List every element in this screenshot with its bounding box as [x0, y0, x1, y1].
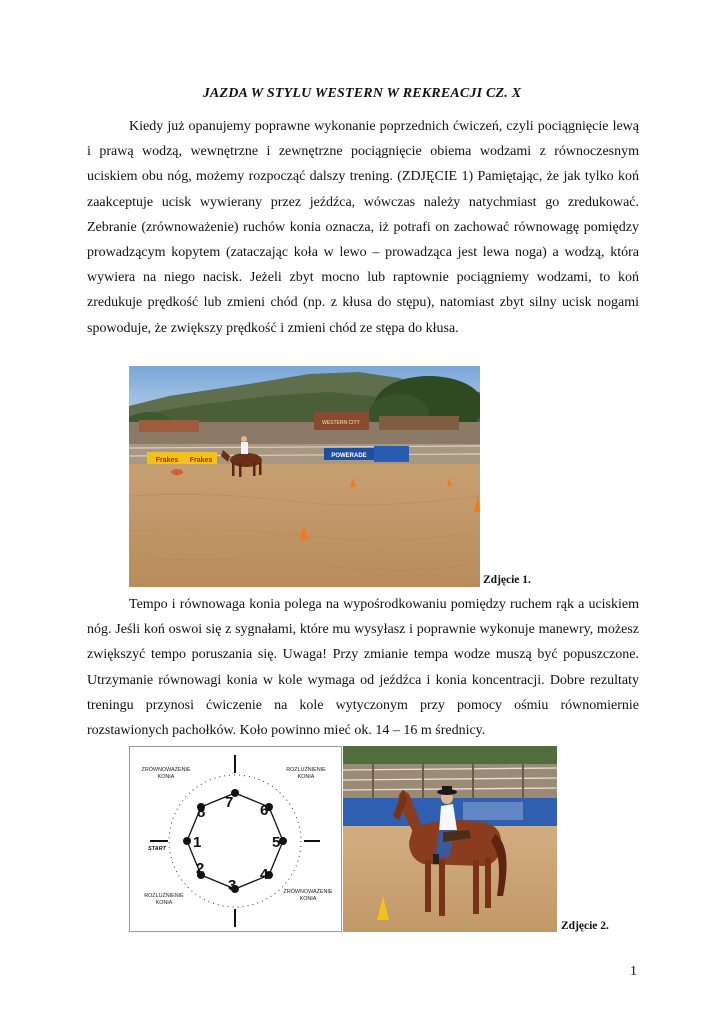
caption-photo-2: Zdjęcie 2. [561, 920, 609, 932]
label-bottom-right-1: ZRÓWNOWAŻENIE [283, 889, 333, 895]
banner-left-text: Frakes [155, 457, 179, 464]
point-label-5: 5 [272, 834, 281, 851]
point-label-6: 6 [260, 802, 269, 819]
document-title: JAZDA W STYLU WESTERN W REKREACJI CZ. X [202, 86, 522, 101]
paragraph-1 [87, 114, 639, 341]
point-label-8: 8 [197, 804, 206, 821]
powerade-sign: POWERADE [331, 453, 367, 459]
label-top-right-1: ROZLUŹNIENIE [286, 767, 326, 773]
photo-rider [343, 746, 557, 932]
label-bottom-left-1: ROZLUŹNIENIE [144, 893, 184, 899]
label-top-left-2: KONIA [157, 774, 175, 780]
point-label-3: 3 [228, 877, 237, 894]
caption-photo-1: Zdjęcie 1. [483, 574, 531, 586]
paragraph-2-text: Tempo i równowaga konia polega na wypośrodkowaniu pomiędzy ruchem rąk a uciskiem nóg. Jeśli koń oswoi się z sygnałami, które mu wysyłasz i poprawnie wykonuje manewry, możesz zwiększyć tempo poruszania się. Uwaga! Przy zmianie tempa wodze muszą być popuszczone. Utrzymanie równowagi konia w kole wymaga od jeźdźca i konia koncentracji. Dobre rezultaty treningu przynosi ćwiczenie na kole wytyczonym przy pomocy ośmiu równomiernie rozstawionych pachołków. Koło powinno mieć ok. 14 – 16 m średnicy. [87, 597, 639, 739]
label-top-left-1: ZRÓWNOWAŻENIE [141, 767, 191, 773]
paragraph-1-text: Kiedy już opanujemy poprawne wykonanie poprzednich ćwiczeń, czyli pociągnięcie lewą i prawą wodzą, wewnętrzne i zewnętrzne pociągnięcie obiema wodzami z równoczesnym uciskiem obu nóg, możemy rozpocząć dalszy trening. (ZDJĘCIE 1) Pamiętając, że jak tylko koń zaakceptuje ucisk wywierany przez jeźdźca, wówczas należy natychmiast go zredukować. Zebranie (zrównoważenie) ruchów konia oznacza, iż potrafi on zachować równowagę pomiędzy prowadzącym kopytem (zataczając koła w lewo – prowadząca jest lewa noga) a wodzą, która wywiera na niego nacisk. Jeżeli zbyt mocno lub raptownie pociągniemy wodzami, to koń zredukuje prędkość lub zmieni chód (np. z kłusa do stępu), natomiast zbyt silny ucisk nogami spowoduje, że zwiększy prędkość i zmieni chód ze stępa do kłusa. [87, 119, 639, 336]
point-label-4: 4 [260, 866, 269, 883]
circle-diagram [129, 746, 342, 932]
start-label: START [148, 846, 166, 852]
point-label-2: 2 [196, 860, 205, 877]
page-number: 1 [630, 964, 637, 979]
banner-right-text: Frakes [189, 457, 213, 464]
label-top-right-2: KONIA [297, 774, 315, 780]
paragraph-2 [87, 592, 639, 743]
rider-photo-graphic [343, 746, 557, 932]
circle-diagram-graphic [130, 747, 341, 931]
point-label-7: 7 [225, 794, 234, 811]
label-bottom-right-2: KONIA [299, 896, 317, 902]
label-bottom-left-2: KONIA [155, 900, 173, 906]
photo-arena [129, 366, 480, 587]
western-city-sign: WESTERN CITY [322, 420, 360, 426]
arena-photo-graphic [129, 366, 480, 587]
point-label-1: 1 [193, 834, 202, 851]
